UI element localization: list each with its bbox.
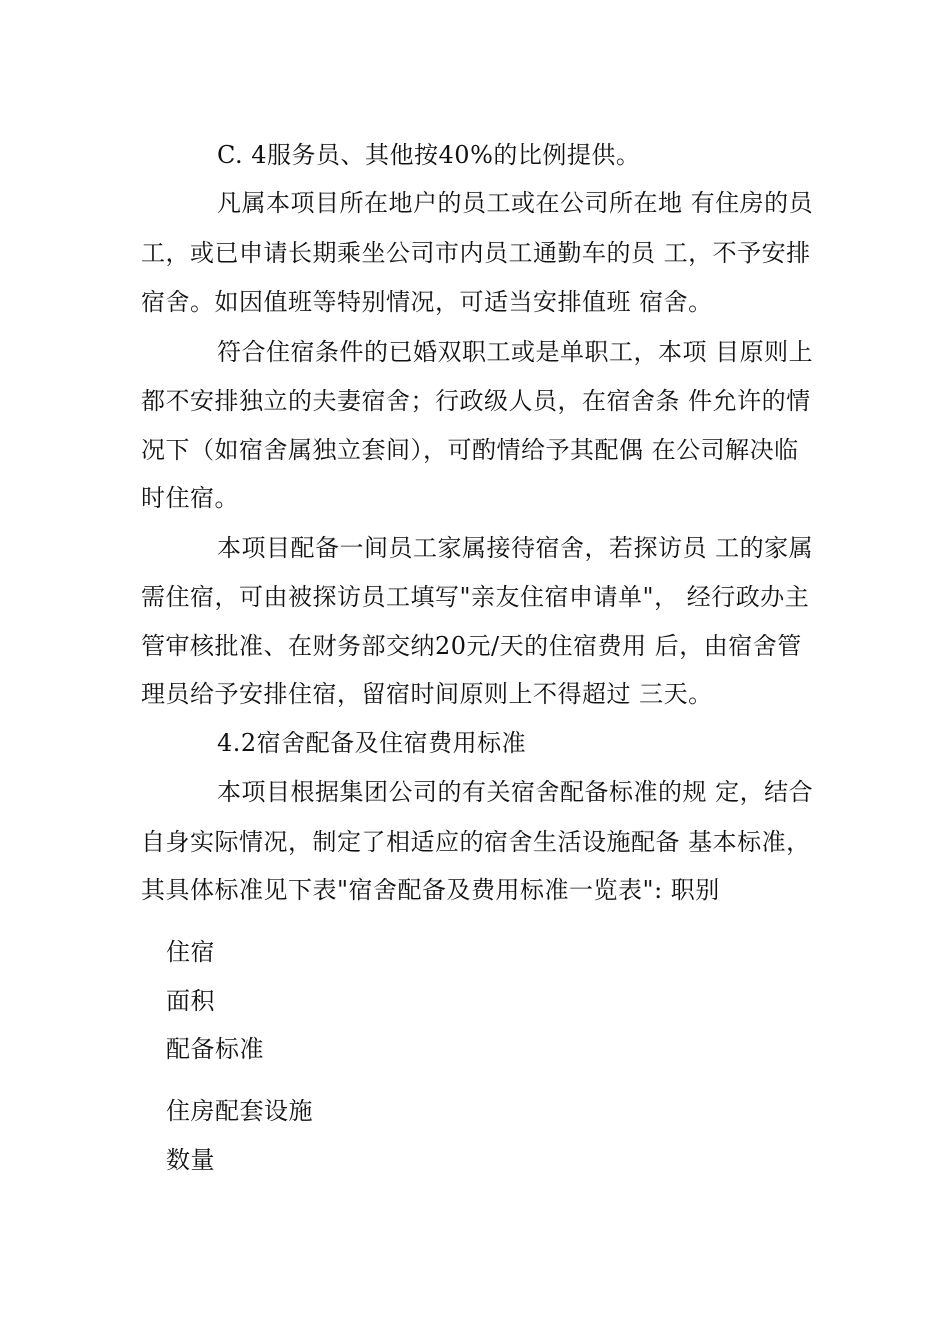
paragraph-line: 需住宿，可由被探访员工填写"亲友住宿申请单"， 经行政办主 xyxy=(141,583,810,611)
paragraph-line: 时住宿。 xyxy=(141,484,239,512)
paragraph-line: 本项目根据集团公司的有关宿舍配备标准的规 定，结合 xyxy=(217,778,814,806)
paragraph-line: 宿舍。如因值班等特别情况，可适当安排值班 宿舍。 xyxy=(141,288,713,316)
paragraph-line: 符合住宿条件的已婚双职工或是单职工，本项 目原则上 xyxy=(217,338,814,366)
table-label: 住房配套设施 xyxy=(166,1097,313,1125)
paragraph-line: 其具体标准见下表"宿舍配备及费用标准一览表": 职别 xyxy=(141,876,720,904)
paragraph-line: 况下（如宿舍属独立套间），可酌情给予其配偶 在公司解决临 xyxy=(141,436,799,464)
paragraph-line: C. 4服务员、其他按40%的比例提供。 xyxy=(217,141,641,169)
table-label: 配备标准 xyxy=(166,1035,264,1063)
paragraph-line: 工，或已申请长期乘坐公司市内员工通勤车的员 工，不予安排 xyxy=(141,239,811,267)
table-label: 面积 xyxy=(166,987,215,1015)
paragraph-line: 理员给予安排住宿，留宿时间原则上不得超过 三天。 xyxy=(141,680,713,708)
paragraph-line: 凡属本项目所在地户的员工或在公司所在地 有住房的员 xyxy=(217,189,814,217)
section-heading: 4.2宿舍配备及住宿费用标准 xyxy=(217,729,527,757)
paragraph-line: 管审核批准、在财务部交纳20元/天的住宿费用 后，由宿舍管 xyxy=(141,632,802,660)
paragraph-line: 本项目配备一间员工家属接待宿舍，若探访员 工的家属 xyxy=(217,534,814,562)
paragraph-line: 都不安排独立的夫妻宿舍；行政级人员，在宿舍条 件允许的情 xyxy=(141,387,811,415)
paragraph-line: 自身实际情况，制定了相适应的宿舍生活设施配备 基本标准， xyxy=(141,828,811,856)
table-label: 住宿 xyxy=(166,938,215,966)
table-label: 数量 xyxy=(166,1146,215,1174)
